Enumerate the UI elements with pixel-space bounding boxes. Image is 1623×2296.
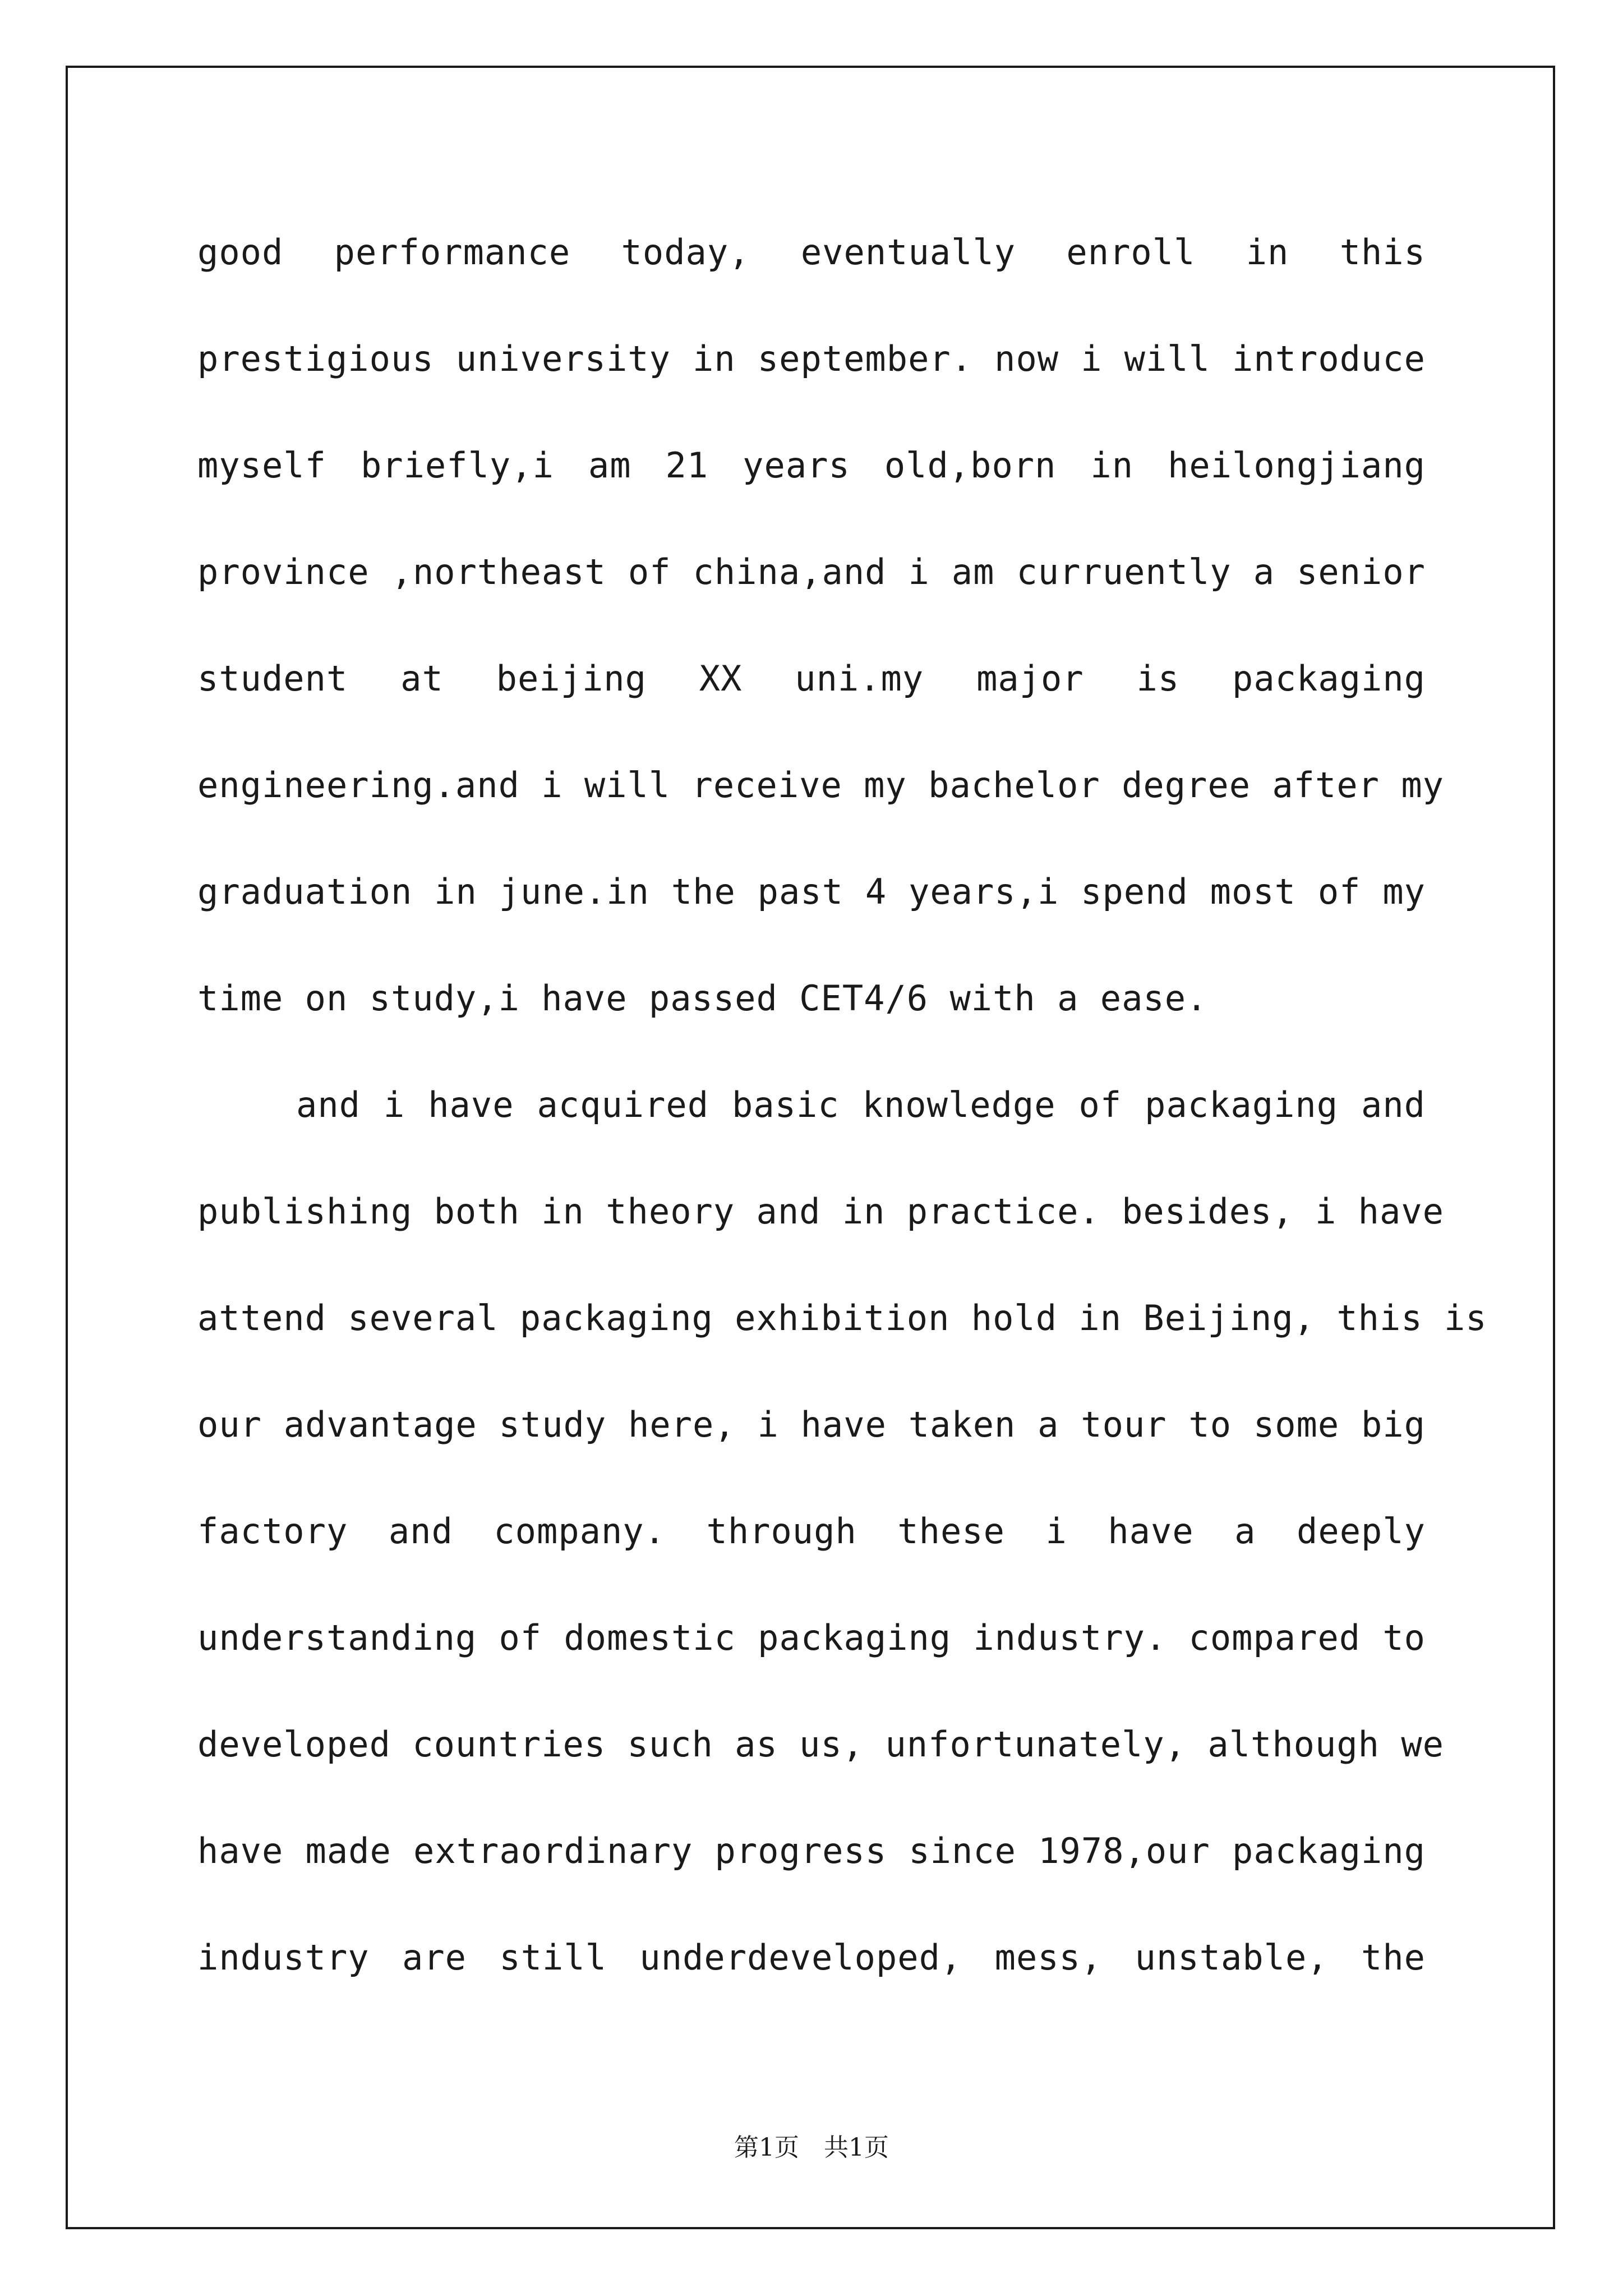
- document-body: [197, 199, 1487, 2011]
- text-line: industry are still underdeveloped, mess, unstable, the: [197, 1937, 1426, 1978]
- text-line: time on study,i have passed CET4/6 with a ease.: [197, 978, 1208, 1019]
- text-line: have made extraordinary progress since 1978,our packaging: [197, 1830, 1426, 1871]
- text-line: publishing both in theory and in practice. besides, i have: [197, 1191, 1444, 1232]
- text-line: attend several packaging exhibition hold in Beijing, this is: [197, 1297, 1487, 1338]
- text-line: graduation in june.in the past 4 years,i spend most of my: [197, 871, 1426, 912]
- text-line: province ,northeast of china,and i am curruently a senior: [197, 551, 1426, 592]
- text-line: student at beijing XX uni.my major is packaging: [197, 658, 1426, 699]
- paragraph-first-line: and i have acquired basic knowledge of packaging and: [296, 1084, 1426, 1125]
- text-line: good performance today, eventually enroll in this: [197, 232, 1426, 273]
- text-line: engineering.and i will receive my bachelor degree after my: [197, 765, 1444, 806]
- text-line: understanding of domestic packaging industry. compared to: [197, 1617, 1426, 1658]
- text-line: developed countries such as us, unfortunately, although we: [197, 1724, 1444, 1765]
- text-line: myself briefly,i am 21 years old,born in heilongjiang: [197, 445, 1426, 486]
- text-line: our advantage study here, i have taken a tour to some big: [197, 1404, 1426, 1445]
- text-line: prestigious university in september. now i will introduce: [197, 338, 1426, 379]
- text-line: factory and company. through these i have a deeply: [197, 1511, 1426, 1552]
- page-number-footer: 第1页 共1页: [734, 2133, 889, 2162]
